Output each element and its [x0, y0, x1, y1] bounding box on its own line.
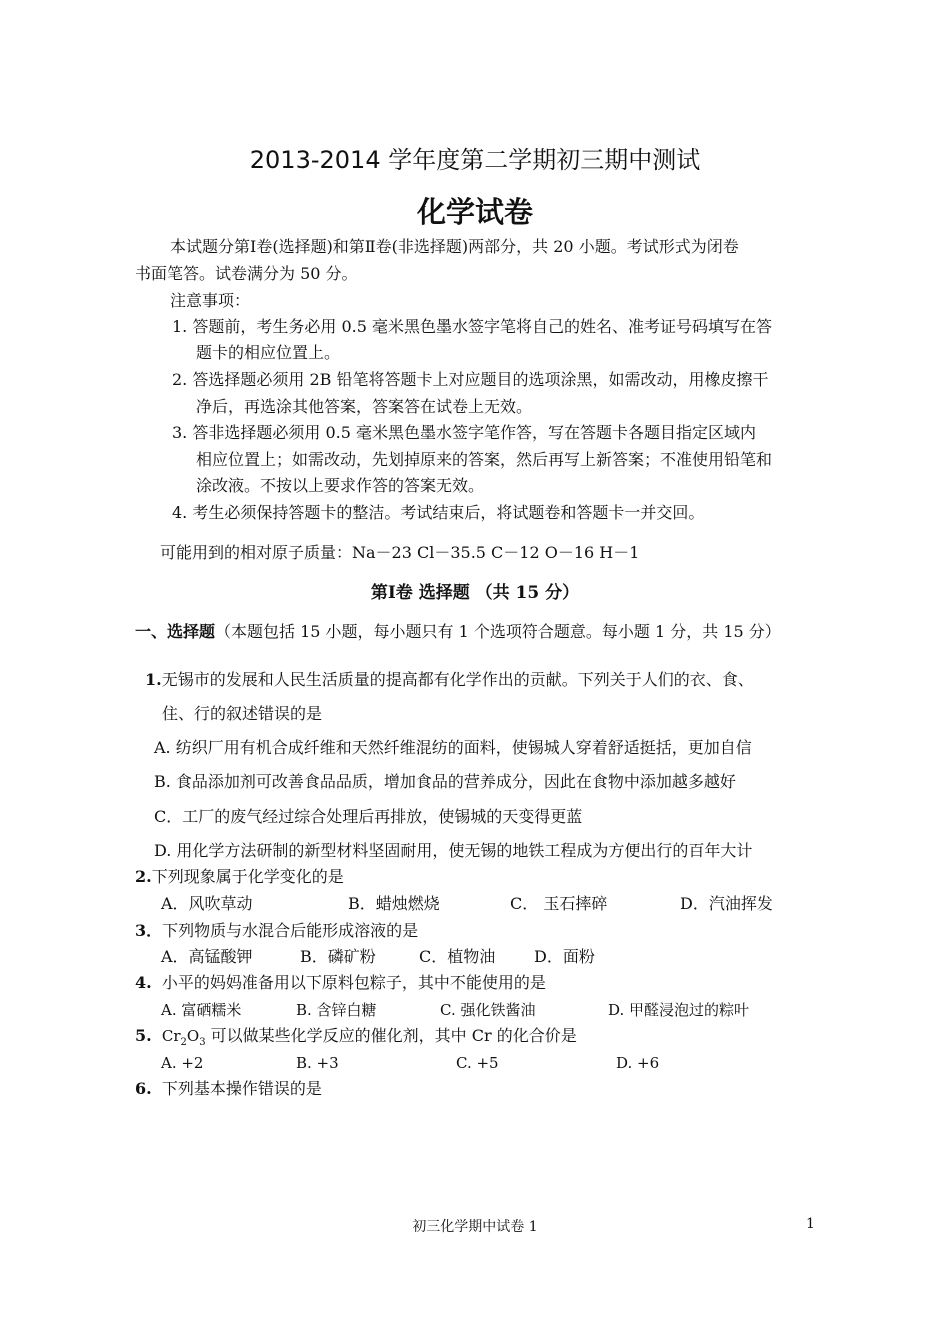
note-1-line-2: 题卡的相应位置上。 [196, 343, 341, 362]
intro-line-2: 书面笔答。试卷满分为 50 分。 [135, 264, 358, 283]
question-6-text: 下列基本操作错误的是 [161, 1079, 322, 1098]
exam-subtitle: 化学试卷 [416, 195, 533, 229]
question-3-number: 3． [135, 921, 163, 940]
question-4-option-c: C. 强化铁酱油 [440, 1001, 536, 1019]
question-6-number: 6. [135, 1079, 152, 1098]
question-2-text: 下列现象属于化学变化的是 [151, 867, 344, 886]
question-5-option-a: A. +2 [161, 1054, 204, 1072]
question-1-option-b: B. 食品添加剂可改善食品品质，增加食品的营养成分，因此在食物中添加越多越好 [154, 772, 736, 791]
question-2 [135, 866, 344, 888]
section-1-heading-rest: （本题包括 15 小题，每小题只有 1 个选项符合题意。每小题 1 分，共 15 分） [215, 622, 781, 641]
question-4-number: 4. [135, 973, 152, 992]
question-3 [135, 920, 418, 942]
section-1-heading-bold: 一、选择题 [135, 622, 216, 641]
question-2-option-b: B．蜡烛燃烧 [348, 894, 440, 913]
question-6 [135, 1078, 322, 1100]
question-5-option-d: D. +6 [616, 1054, 660, 1072]
notes-heading: 注意事项： [170, 291, 251, 310]
question-3-option-d: D．面粉 [534, 947, 595, 966]
question-1-text: 无锡市的发展和人民生活质量的提高都有化学作出的贡献。下列关于人们的衣、食、 [161, 670, 754, 689]
question-4-option-d: D. 甲醛浸泡过的粽叶 [608, 1001, 750, 1019]
question-1-text-2: 住、行的叙述错误的是 [162, 704, 323, 723]
question-3-option-a: A．高锰酸钾 [161, 947, 253, 966]
question-3-text: 下列物质与水混合后能形成溶液的是 [162, 921, 419, 940]
note-1-line-1: 1. 答题前，考生务必用 0.5 毫米黑色墨水签字笔将自己的姓名、准考证号码填写在答 [172, 317, 772, 336]
question-5-option-c: C. +5 [456, 1054, 499, 1072]
question-5-formula-o: O [186, 1027, 200, 1045]
note-4: 4. 考生必须保持答题卡的整洁。考试结束后，将试题卷和答题卡一并交回。 [172, 503, 705, 522]
page-number: 1 [806, 1216, 815, 1232]
question-1-option-d: D. 用化学方法研制的新型材料坚固耐用，使无锡的地铁工程成为方便出行的百年大计 [154, 841, 753, 860]
question-1-number: 1. [145, 670, 162, 689]
question-5-formula-sub-1: 2 [180, 1037, 187, 1048]
question-3-option-c: C．植物油 [419, 947, 496, 966]
section-1-heading [135, 621, 781, 643]
note-2-line-2: 净后，再选涂其他答案，答案答在试卷上无效。 [196, 397, 533, 416]
question-2-option-a: A．风吹草动 [161, 894, 253, 913]
question-2-option-d: D．汽油挥发 [680, 894, 773, 913]
note-3-line-3: 涂改液。不按以上要求作答的答案无效。 [196, 476, 485, 495]
question-5-option-b: B. +3 [296, 1054, 339, 1072]
section-1-title: 第Ⅰ卷 选择题 （共 15 分） [370, 583, 580, 603]
question-4-option-b: B. 含锌白糖 [296, 1001, 377, 1019]
question-4-text: 小平的妈妈准备用以下原料包粽子，其中不能使用的是 [161, 973, 546, 992]
question-5-formula [161, 1027, 206, 1048]
question-2-option-c: C． 玉石摔碎 [510, 894, 608, 913]
question-1-option-c: C．工厂的废气经过综合处理后再排放，使锡城的天变得更蓝 [154, 807, 583, 826]
question-5 [135, 1025, 577, 1054]
intro-line-1: 本试题分第Ⅰ卷(选择题)和第Ⅱ卷(非选择题)两部分，共 20 小题。考试形式为闭卷 [170, 237, 739, 256]
exam-title: 2013-2014 学年度第二学期初三期中测试 [249, 146, 701, 174]
question-5-formula-sub-2: 3 [199, 1037, 206, 1048]
question-1 [145, 669, 754, 691]
note-3-line-1: 3. 答非选择题必须用 0.5 毫米黑色墨水签字笔作答，写在答题卡各题目指定区域内 [172, 423, 756, 442]
question-4 [135, 972, 546, 994]
question-5-text: 可以做某些化学反应的催化剂，其中 Cr 的化合价是 [205, 1026, 577, 1045]
page-footer: 初三化学期中试卷 1 [412, 1219, 538, 1235]
question-2-number: 2. [135, 867, 152, 886]
question-4-option-a: A. 富硒糯米 [161, 1001, 242, 1019]
question-5-formula-cr: Cr [161, 1027, 181, 1045]
note-3-line-2: 相应位置上；如需改动，先划掉原来的答案，然后再写上新答案；不准使用铅笔和 [196, 450, 773, 469]
question-5-number: 5. [135, 1026, 152, 1045]
question-3-option-b: B．磷矿粉 [300, 947, 376, 966]
atomic-masses: 可能用到的相对原子质量：Na－23 Cl－35.5 C－12 O－16 H－1 [160, 543, 640, 562]
question-1-option-a: A. 纺织厂用有机合成纤维和天然纤维混纺的面料，使锡城人穿着舒适挺括，更加自信 [154, 738, 752, 757]
note-2-line-1: 2. 答选择题必须用 2B 铅笔将答题卡上对应题目的选项涂黑，如需改动，用橡皮擦干 [172, 370, 769, 389]
